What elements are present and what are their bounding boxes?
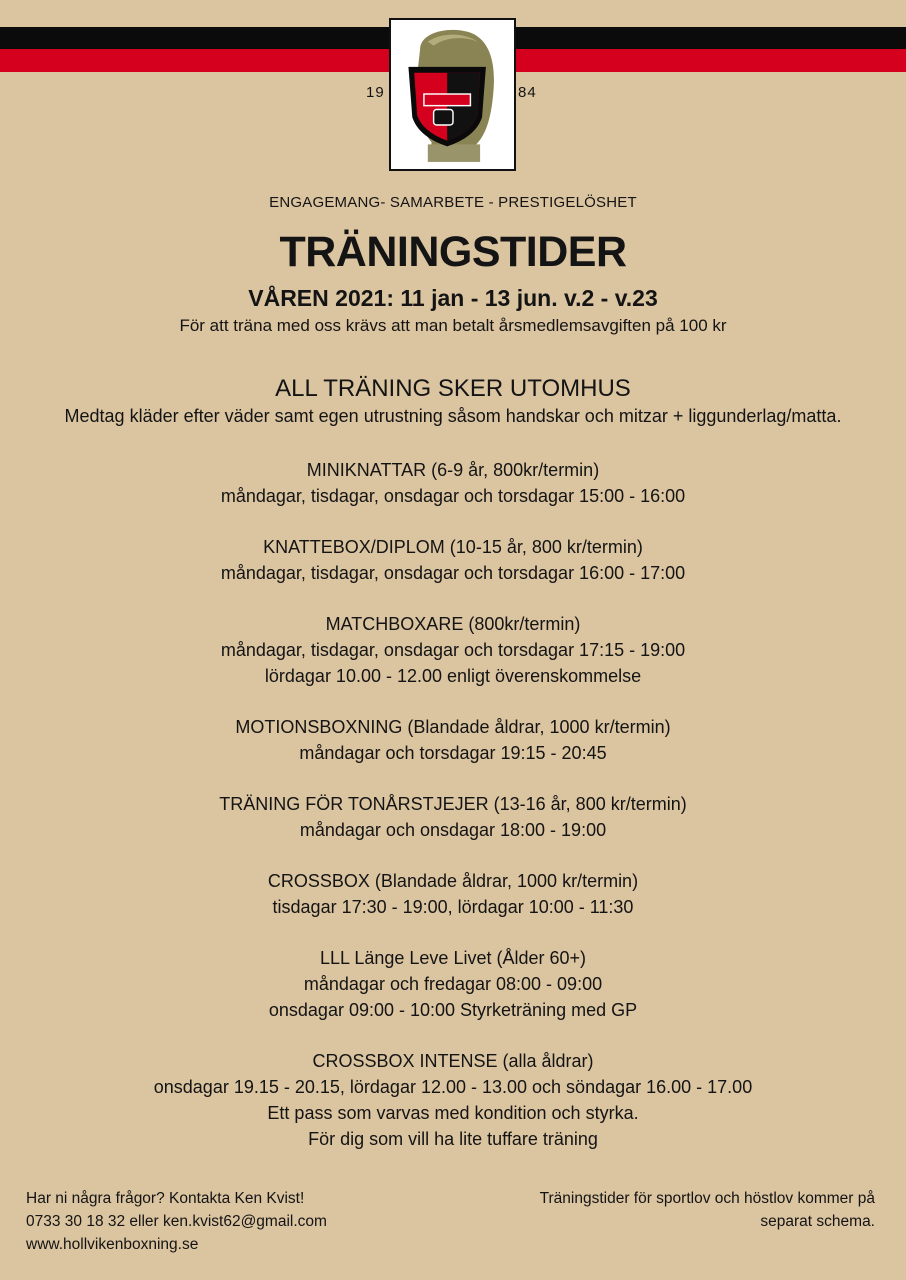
season-dates: VÅREN 2021: 11 jan - 13 jun. v.2 - v.23 (248, 285, 658, 311)
training-group (0, 457, 906, 509)
founding-year-right: 84 (518, 84, 537, 101)
group-schedule-line: lördagar 10.00 - 12.00 enligt överenskommelse (264, 666, 642, 686)
holiday-note-line: Träningstider för sportlov och höstlov kommer på (539, 1190, 875, 1207)
group-schedule-line: onsdagar 09:00 - 10:00 Styrketräning med GP (268, 1000, 638, 1020)
website-link[interactable]: www.hollvikenboxning.se (26, 1236, 199, 1253)
membership-fee-note: För att träna med oss krävs att man betalt årsmedlemsavgiften på 100 kr (179, 316, 727, 335)
group-schedule-line: måndagar, tisdagar, onsdagar och torsdagar 16:00 - 17:00 (220, 563, 686, 583)
group-schedule-line: tisdagar 17:30 - 19:00, lördagar 10:00 - 11:30 (272, 897, 634, 917)
holiday-schedule-note (540, 1187, 875, 1233)
page-title: TRÄNINGSTIDER (279, 228, 627, 276)
phone-email-line[interactable]: 0733 30 18 32 eller ken.kvist62@gmail.com (26, 1213, 327, 1230)
contact-info (26, 1187, 327, 1256)
group-schedule-line: Ett pass som varvas med kondition och styrka. (267, 1103, 639, 1123)
group-heading: CROSSBOX INTENSE (alla åldrar) (312, 1051, 594, 1071)
club-motto: ENGAGEMANG- SAMARBETE - PRESTIGELÖSHET (269, 194, 637, 211)
group-schedule-line: måndagar och fredagar 08:00 - 09:00 (303, 974, 603, 994)
group-schedule-line: måndagar, tisdagar, onsdagar och torsdagar 15:00 - 16:00 (220, 486, 686, 506)
training-group (0, 868, 906, 920)
boxing-glove-logo-icon (391, 20, 514, 169)
training-group (0, 791, 906, 843)
training-group (0, 945, 906, 1023)
founding-year-left: 19 (366, 84, 385, 101)
group-heading: TRÄNING FÖR TONÅRSTJEJER (13-16 år, 800 kr/termin) (219, 794, 687, 814)
holiday-note-line: separat schema. (760, 1213, 875, 1230)
group-heading: MINIKNATTAR (6-9 år, 800kr/termin) (306, 460, 600, 480)
group-heading: CROSSBOX (Blandade åldrar, 1000 kr/termin) (267, 871, 639, 891)
group-heading: KNATTEBOX/DIPLOM (10-15 år, 800 kr/termin) (263, 537, 643, 557)
group-heading: LLL Länge Leve Livet (Ålder 60+) (319, 948, 587, 968)
training-group (0, 1048, 906, 1152)
training-group (0, 611, 906, 689)
group-heading: MATCHBOXARE (800kr/termin) (325, 614, 581, 634)
group-schedule-line: måndagar och torsdagar 19:15 - 20:45 (299, 743, 607, 763)
training-group (0, 534, 906, 586)
group-schedule-line: måndagar, tisdagar, onsdagar och torsdagar 17:15 - 19:00 (220, 640, 686, 660)
contact-line: Har ni några frågor? Kontakta Ken Kvist! (26, 1190, 305, 1207)
group-heading: MOTIONSBOXNING (Blandade åldrar, 1000 kr/termin) (235, 717, 671, 737)
group-schedule-line: För dig som vill ha lite tuffare träning (308, 1129, 598, 1149)
group-schedule-line: måndagar och onsdagar 18:00 - 19:00 (299, 820, 607, 840)
training-group (0, 714, 906, 766)
training-groups-list (0, 457, 906, 1177)
outdoor-notice: ALL TRÄNING SKER UTOMHUS (275, 375, 631, 402)
group-schedule-line: onsdagar 19.15 - 20.15, lördagar 12.00 - 13.00 och söndagar 16.00 - 17.00 (153, 1077, 753, 1097)
equipment-notice: Medtag kläder efter väder samt egen utrustning såsom handskar och mitzar + liggunderlag/matta. (64, 406, 842, 426)
club-logo (389, 18, 516, 171)
